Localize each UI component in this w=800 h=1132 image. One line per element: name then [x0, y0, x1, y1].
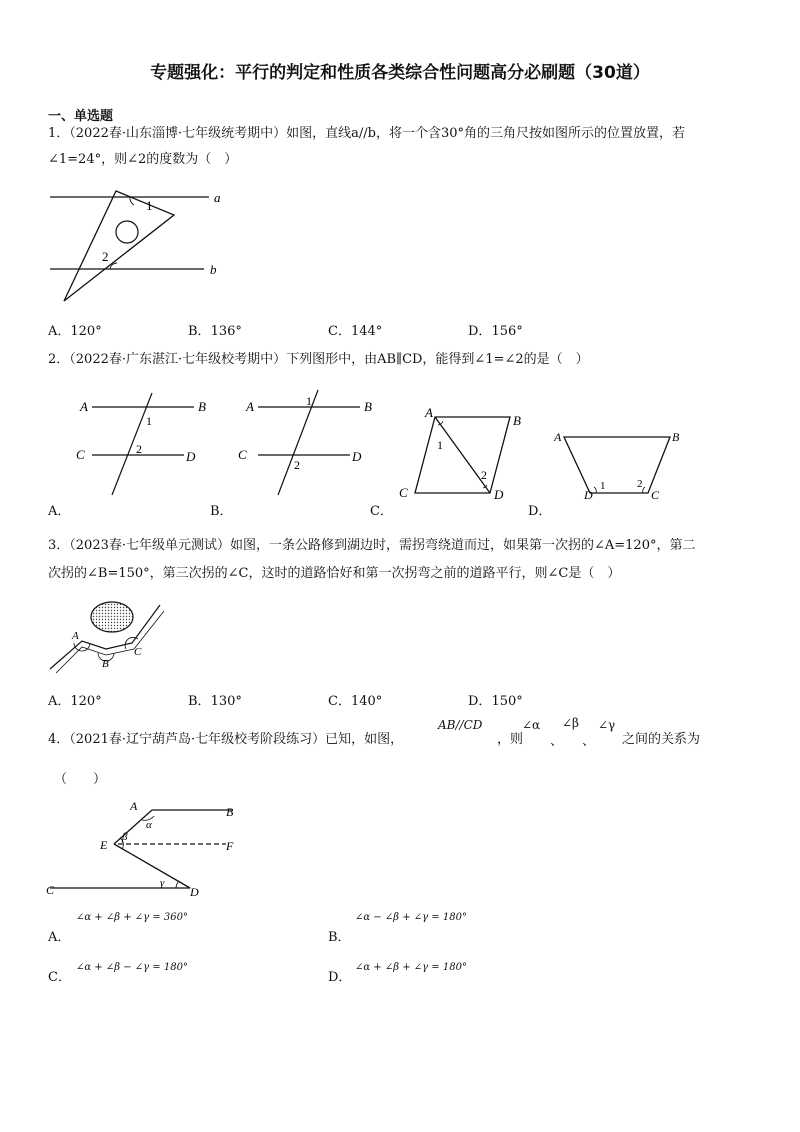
q4-then: ，则 [497, 732, 524, 747]
svg-text:C: C [238, 447, 247, 462]
q4-option-d-text: ∠α + ∠β + ∠γ = 180° [355, 962, 467, 973]
q4-sep2: 、 [582, 734, 596, 749]
q4-option-c-text: ∠α + ∠β − ∠γ = 180° [76, 962, 188, 973]
q4-stem-line1: 4．（2021春·辽宁葫芦岛·七年级校考阶段练习）已知，如图， [48, 732, 404, 747]
q2-stem-line1: 2．（2022春·广东湛江·七年级校考期中）下列图形中，由AB∥CD，能得到∠1=∠2的是（ ） [48, 352, 589, 367]
q1-option-c[interactable]: C．144° [328, 324, 383, 339]
svg-text:B: B [513, 413, 521, 428]
svg-text:D: D [190, 885, 199, 899]
q4-beta: ∠β [562, 716, 579, 730]
q2-figure-d [548, 425, 698, 505]
q1-option-b[interactable]: B．136° [188, 324, 242, 339]
svg-text:E: E [100, 838, 108, 852]
svg-text:β: β [122, 831, 128, 843]
svg-text:F: F [226, 839, 234, 853]
section-heading: 一、单选题 [48, 109, 114, 124]
svg-text:A: A [130, 800, 138, 813]
svg-text:γ: γ [160, 877, 165, 889]
svg-text:C: C [134, 646, 142, 658]
svg-text:D: D [494, 487, 504, 502]
svg-text:B: B [226, 805, 234, 819]
q4-figure [42, 800, 252, 900]
svg-text:2: 2 [136, 442, 142, 456]
q1-figure [44, 185, 244, 310]
svg-text:1: 1 [437, 438, 443, 452]
q3-option-d[interactable]: D．150° [468, 694, 523, 709]
q4-option-c-letter[interactable]: C． [48, 970, 71, 985]
q2-figure-a [72, 385, 212, 500]
q2-option-c[interactable]: C． [370, 504, 393, 519]
q1-angle-2: 2 [102, 249, 109, 264]
q3-figure [44, 597, 184, 677]
q4-option-a-letter[interactable]: A． [48, 930, 71, 945]
svg-text:1: 1 [306, 394, 312, 408]
q4-tail: 之间的关系为 [622, 732, 701, 747]
svg-text:B: B [364, 399, 372, 414]
svg-text:A: A [246, 399, 254, 414]
svg-text:B: B [102, 658, 109, 670]
q1-option-a[interactable]: A．120° [48, 324, 102, 339]
svg-text:2: 2 [294, 458, 300, 472]
q3-option-b[interactable]: B．130° [188, 694, 242, 709]
svg-text:D: D [584, 488, 593, 502]
q1-angle-1: 1 [146, 198, 153, 213]
svg-text:D: D [186, 449, 196, 464]
q4-option-b-text: ∠α − ∠β + ∠γ = 180° [355, 912, 467, 923]
q1-stem-line1: 1．（2022春·山东淄博·七年级统考期中）如图，直线a//b，将一个含30°角的三角尺按如图所示的位置放置，若 [48, 126, 685, 141]
q4-option-b-letter[interactable]: B． [328, 930, 351, 945]
q2-figure-b [238, 385, 378, 500]
svg-text:B: B [198, 399, 206, 414]
svg-text:α: α [146, 819, 152, 831]
q4-gamma: ∠γ [598, 718, 616, 732]
q2-option-a[interactable]: A． [48, 504, 71, 519]
q2-option-b[interactable]: B． [210, 504, 233, 519]
q1-label-b: b [210, 262, 217, 277]
q3-stem-line1: 3．（2023春·七年级单元测试）如图，一条公路修到湖边时，需拐弯绕道而过，如果第一次拐的∠A=120°，第二 [48, 538, 696, 553]
q1-option-d[interactable]: D．156° [468, 324, 523, 339]
q3-option-c[interactable]: C．140° [328, 694, 383, 709]
q1-stem-line2: ∠1=24°，则∠2的度数为（ ） [48, 152, 238, 167]
svg-text:B: B [672, 430, 680, 444]
q1-label-a: a [214, 190, 221, 205]
svg-text:D: D [352, 449, 362, 464]
q3-stem-line2: 次拐的∠B=150°，第三次拐的∠C，这时的道路恰好和第一次拐弯之前的道路平行，则∠C是（ ） [48, 566, 621, 581]
svg-text:A: A [554, 430, 562, 444]
svg-text:A: A [425, 405, 433, 420]
page-title: 专题强化：平行的判定和性质各类综合性问题高分必刷题（30道） [150, 63, 650, 83]
q4-sep1: 、 [550, 734, 564, 749]
q4-option-d-letter[interactable]: D． [328, 970, 352, 985]
svg-text:C: C [399, 485, 408, 500]
q4-paren: （ ） [54, 772, 107, 787]
q4-alpha: ∠α [522, 718, 541, 732]
svg-text:2: 2 [481, 468, 487, 482]
q2-figure-c [395, 405, 535, 505]
svg-text:A: A [80, 399, 88, 414]
svg-text:C: C [76, 447, 85, 462]
svg-text:C: C [46, 883, 55, 897]
svg-text:2: 2 [637, 478, 643, 490]
q4-expr: AB//CD [438, 718, 483, 732]
svg-text:1: 1 [146, 414, 152, 428]
q2-option-d[interactable]: D． [528, 504, 552, 519]
q3-option-a[interactable]: A．120° [48, 694, 102, 709]
q4-option-a-text: ∠α + ∠β + ∠γ = 360° [76, 912, 188, 923]
svg-text:1: 1 [600, 480, 606, 492]
svg-text:C: C [651, 488, 660, 502]
svg-text:A: A [72, 630, 79, 642]
